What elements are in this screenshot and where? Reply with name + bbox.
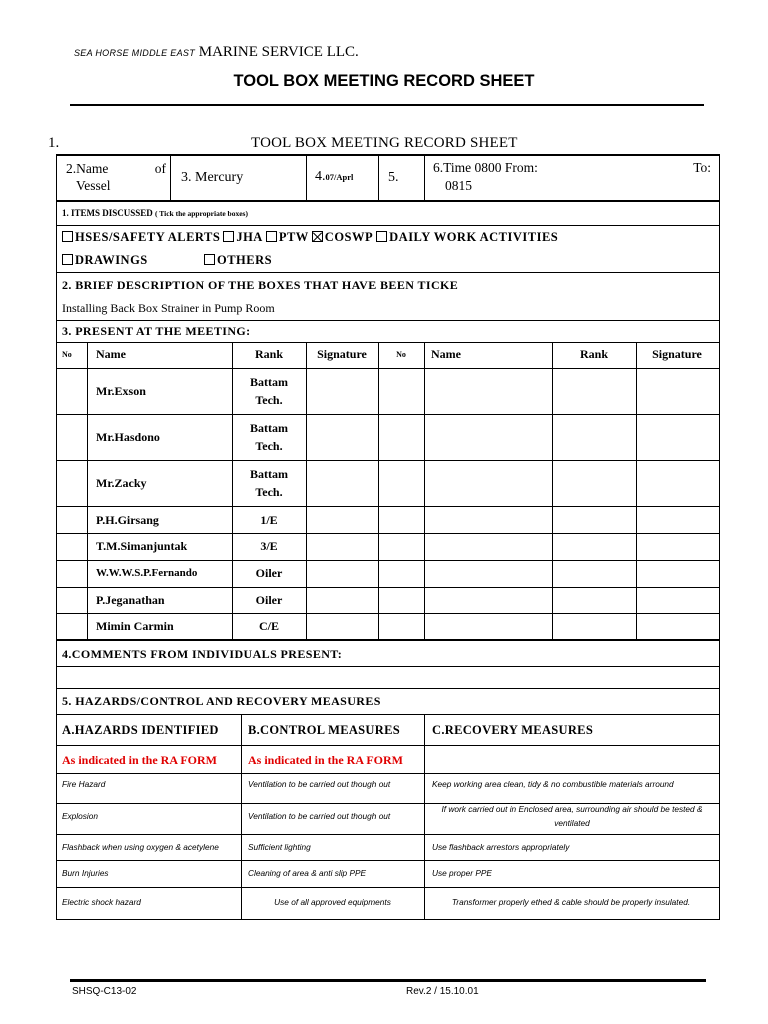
row-divider <box>56 154 720 156</box>
col-header-no: No <box>62 350 72 359</box>
items-checkbox-row-1 <box>62 228 558 246</box>
hazard-cell: Fire Hazard <box>62 779 106 789</box>
option-label: COSWP <box>324 230 374 244</box>
items-heading <box>62 204 248 223</box>
option-label: OTHERS <box>217 253 273 267</box>
option-daily-work[interactable] <box>376 230 558 244</box>
attendee-rank: Oiler <box>255 593 283 607</box>
document-title: TOOL BOX MEETING RECORD SHEET <box>233 72 535 90</box>
col-header-name: Name <box>96 347 126 361</box>
row-divider <box>56 714 720 715</box>
attendee-name: Mimin Carmin <box>96 619 174 633</box>
col-header-signature: Signature <box>317 347 367 361</box>
row-divider <box>56 506 720 507</box>
items-heading-note: ( Tick the appropriate boxes) <box>155 209 248 218</box>
hazard-cell: Explosion <box>62 811 98 821</box>
col-header-name-2: Name <box>431 347 461 361</box>
company-name-large: MARINE SERVICE LLC. <box>198 44 359 60</box>
date-field <box>315 168 353 186</box>
attendee-rank: Oiler <box>255 566 283 580</box>
col-divider <box>241 714 242 919</box>
row-divider <box>56 887 720 888</box>
row-divider <box>56 639 720 641</box>
row-divider <box>56 560 720 561</box>
rank-line: Battam <box>250 375 288 389</box>
field-label: Vessel <box>76 178 111 193</box>
attendee-name: P.Jeganathan <box>96 593 165 607</box>
row-divider <box>56 688 720 689</box>
row-divider <box>56 460 720 461</box>
rank-line: Tech. <box>255 393 283 407</box>
time-field <box>433 159 711 195</box>
hazard-cell: Burn Injuries <box>62 868 109 878</box>
recovery-cell: If work carried out in Enclosed area, surrounding air should be tested & ventilated <box>441 804 703 828</box>
section-title: TOOL BOX MEETING RECORD SHEET <box>251 135 518 151</box>
col-header-rank-2: Rank <box>579 347 608 361</box>
option-label: JHA <box>236 230 263 244</box>
recovery-cell: Use proper PPE <box>432 868 492 878</box>
field-number: 6. <box>433 160 444 175</box>
field-5: 5. <box>388 170 399 185</box>
hazards-col-c: C.RECOVERY MEASURES <box>432 723 594 737</box>
col-divider <box>424 154 425 200</box>
document-code: SHSQ-C13-02 <box>72 986 137 997</box>
col-divider <box>378 154 379 200</box>
control-cell: Ventilation to be carried out though out <box>248 811 391 821</box>
row-divider <box>56 587 720 588</box>
vessel-value: 3. Mercury <box>181 170 244 185</box>
footer-divider <box>70 979 706 982</box>
hazards-col-b: B.CONTROL MEASURES <box>248 723 400 737</box>
revision: Rev.2 / 15.10.01 <box>406 986 479 997</box>
col-header-rank: Rank <box>254 347 283 361</box>
rank-line: Battam <box>250 467 288 481</box>
brief-heading: 2. BRIEF DESCRIPTION OF THE BOXES THAT HAVE BEEN TICKE <box>62 278 459 292</box>
row-divider <box>56 320 720 321</box>
header-divider <box>70 104 704 106</box>
col-divider <box>636 342 637 639</box>
col-divider <box>306 154 307 200</box>
row-divider <box>56 272 720 273</box>
rank-line: Battam <box>250 421 288 435</box>
col-divider <box>306 342 307 639</box>
col-divider <box>87 342 88 639</box>
option-coswp[interactable] <box>312 230 373 244</box>
attendee-name: Mr.Hasdono <box>96 430 160 444</box>
option-drawings[interactable] <box>62 251 148 269</box>
present-heading: 3. PRESENT AT THE MEETING: <box>62 324 251 338</box>
attendee-rank: 1/E <box>260 513 278 527</box>
checkbox[interactable] <box>62 254 73 265</box>
company-name-small: SEA HORSE MIDDLE EAST <box>74 48 195 58</box>
attendee-rank: 3/E <box>260 539 278 553</box>
row-divider <box>56 368 720 369</box>
col-divider <box>378 342 379 639</box>
row-divider <box>56 666 720 667</box>
row-divider <box>56 414 720 415</box>
hazard-cell: Electric shock hazard <box>62 897 141 907</box>
checkbox-checked[interactable] <box>312 231 323 242</box>
checkbox[interactable] <box>62 231 73 242</box>
hazards-heading: 5. HAZARDS/CONTROL AND RECOVERY MEASURES <box>62 694 381 708</box>
time-value: 0815 <box>445 178 472 193</box>
hazards-col-a: A.HAZARDS IDENTIFIED <box>62 723 219 737</box>
row-divider <box>56 225 720 226</box>
attendee-name: P.H.Girsang <box>96 513 159 527</box>
control-cell: Cleaning of area & anti slip PPE <box>248 868 367 878</box>
field-label: Time 0800 From: <box>443 160 538 175</box>
field-number: 4. <box>315 169 326 184</box>
field-label: To: <box>693 160 711 175</box>
vessel-name-field <box>66 160 166 194</box>
rank-line: Tech. <box>255 485 283 499</box>
recovery-cell: Transformer properly ethed & cable should be properly insulated. <box>451 897 691 907</box>
row-divider <box>56 860 720 861</box>
option-jha[interactable] <box>223 230 263 244</box>
hazard-cell: Flashback when using oxygen & acetylene <box>62 842 219 852</box>
checkbox[interactable] <box>266 231 277 242</box>
row-divider <box>56 200 720 202</box>
attendee-name: W.W.W.S.P.Fernando <box>96 567 198 579</box>
items-heading-text: 1. ITEMS DISCUSSED <box>62 208 153 218</box>
recovery-cell: Keep working area clean, tidy & no combustible materials arround <box>432 779 674 789</box>
checkbox[interactable] <box>376 231 387 242</box>
option-label: HSES/SAFETY ALERTS <box>75 230 221 244</box>
option-hses[interactable] <box>62 230 220 244</box>
control-cell: Ventilation to be carried out though out <box>248 779 391 789</box>
checkbox[interactable] <box>223 231 234 242</box>
row-divider <box>56 342 720 343</box>
row-divider <box>56 613 720 614</box>
attendee-name: T.M.Simanjuntak <box>96 539 188 553</box>
option-ptw[interactable] <box>266 230 309 244</box>
date-value: 07/Aprl <box>325 172 354 182</box>
row-divider <box>56 773 720 774</box>
col-header-signature-2: Signature <box>652 347 702 361</box>
attendee-rank <box>232 465 306 501</box>
rank-line: Tech. <box>255 439 283 453</box>
recovery-cell: Use flashback arrestors appropriately <box>432 842 570 852</box>
checkbox[interactable] <box>204 254 215 265</box>
attendee-name: Mr.Exson <box>96 384 146 398</box>
brief-text: Installing Back Box Strainer in Pump Room <box>62 301 275 315</box>
attendee-rank <box>232 419 306 455</box>
option-label: PTW <box>278 230 309 244</box>
section-number: 1. <box>48 135 60 151</box>
field-label: Name <box>76 161 109 176</box>
row-divider <box>56 834 720 835</box>
attendee-rank <box>232 373 306 409</box>
control-cell: Use of all approved equipments <box>274 897 391 907</box>
col-divider <box>424 342 425 639</box>
ra-form-note-a: As indicated in the RA FORM <box>62 753 218 767</box>
col-divider <box>552 342 553 639</box>
col-divider <box>170 154 171 200</box>
col-divider <box>424 714 425 919</box>
row-divider <box>56 745 720 746</box>
field-label: of <box>154 161 166 176</box>
comments-heading: 4.COMMENTS FROM INDIVIDUALS PRESENT: <box>62 647 343 661</box>
control-cell: Sufficient lighting <box>248 842 311 852</box>
attendee-name: Mr.Zacky <box>96 476 147 490</box>
row-divider <box>56 533 720 534</box>
col-header-no-2: No <box>396 350 406 359</box>
field-number: 2. <box>66 161 77 176</box>
option-label: DAILY WORK ACTIVITIES <box>389 230 559 244</box>
attendee-rank: C/E <box>258 619 279 633</box>
option-others[interactable] <box>204 251 272 269</box>
company-name <box>74 44 359 61</box>
option-label: DRAWINGS <box>75 253 148 267</box>
ra-form-note-b: As indicated in the RA FORM <box>248 753 404 767</box>
